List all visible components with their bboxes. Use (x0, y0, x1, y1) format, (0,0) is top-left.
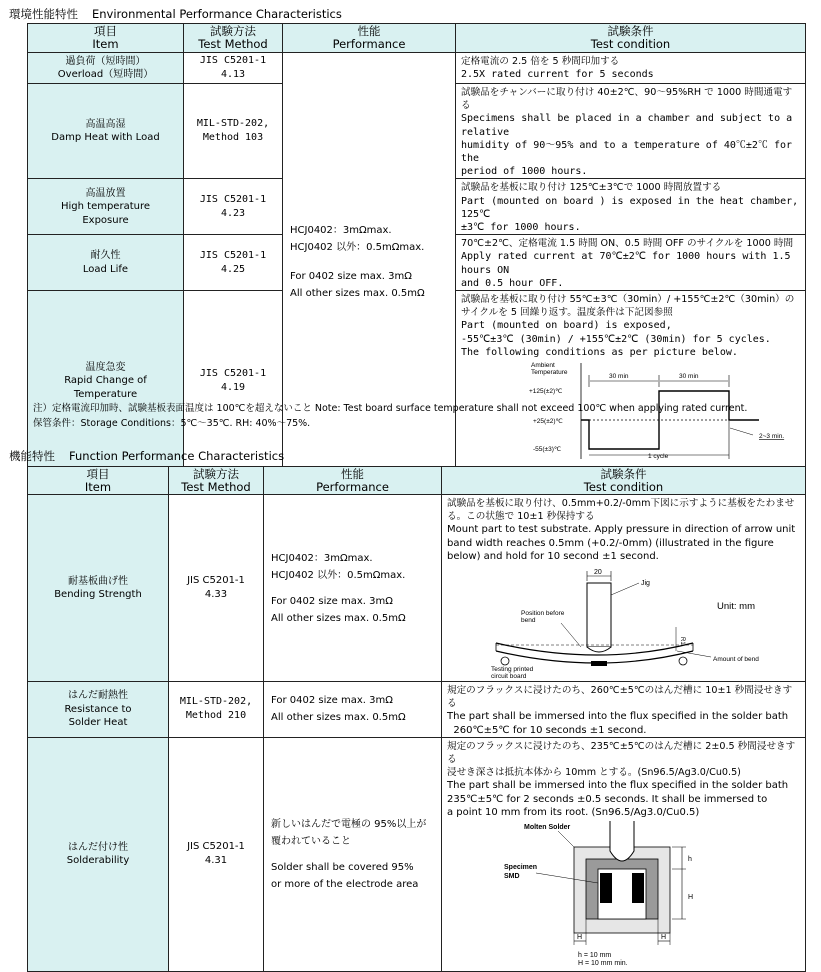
bend-dim-label: 20 (594, 569, 602, 577)
bend-board-label2: circuit board (491, 673, 527, 681)
table-row (28, 737, 806, 971)
cond-solder-heat: 規定のフラックスに浸けたのち、260℃±5℃のはんだ槽に 10±1 秒間浸せきする The part shall be immersed into the flux specified in the solder bath 260℃±5℃ for 10 seconds ±1 second. (442, 682, 806, 738)
method-solder-heat: MIL-STD-202, Method 210 (169, 682, 264, 738)
method-load-life: JIS C5201-1 4.25 (184, 235, 283, 291)
method-bending: JIS C5201-1 4.33 (169, 495, 264, 682)
diagram-hi-label: +125(±2)℃ (529, 388, 563, 396)
func-table (27, 466, 806, 972)
diagram-lo-label: -55(±3)℃ (533, 446, 562, 454)
bend-amount-label: Amount of bend (713, 656, 759, 664)
env-section-title (9, 6, 342, 22)
table-row (28, 53, 806, 84)
item-overload: 過負荷（短時間） Overload（短時間） (28, 53, 184, 84)
header-method: 試験方法 Test Method (169, 467, 264, 495)
func-header-row (28, 467, 806, 495)
bending-diagram (461, 565, 791, 681)
perf-solderability: 新しいはんだで電極の 95%以上が 覆われていること Solder shall be covered 95% or more of the electrode area (264, 737, 442, 971)
header-item: 項目 Item (28, 24, 184, 53)
H-dim-label-bottom-right: H (661, 934, 667, 942)
header-performance: 性能 Performance (264, 467, 442, 495)
cond-rapid-change: 試験品を基板に取り付け 55℃±3℃（30min）/ +155℃±2℃（30min）の サイクルを 5 回繰り返す。温度条件は下記図参照 Part (mounted on board) is exposed, -55℃±3℃ (30min) / +155℃±2℃ (30min) for 5 cycles. The following conditions as per picture below. Ambient Temperature 30 min 30 min +125(±2)℃ +25(±2)℃ -55(±3)℃ 2~3 min. 1 cycle (456, 291, 806, 472)
diagram-transition-label: 2~3 min. (759, 433, 785, 441)
func-section-title (9, 448, 284, 464)
item-load-life: 耐久性 Load Life (28, 235, 184, 291)
note-rated-current: 注）定格電流印加時、試験基板表面温度は 100℃を超えないこと Note: Test board surface temperature shall not exceed 100℃ when applying rated current. (33, 403, 748, 414)
func-title-en: Function Performance Characteristics (69, 449, 285, 463)
method-solderability: JIS C5201-1 4.31 (169, 737, 264, 971)
bend-unit-label: Unit: mm (717, 601, 755, 613)
method-rapid-change: JIS C5201-1 4.19 (184, 291, 283, 472)
diagram-ambient-label: Ambient (531, 362, 555, 370)
table-row (28, 682, 806, 738)
env-notes (33, 401, 747, 431)
cond-solderability: 規定のフラックスに浸けたのち、235℃±5℃のはんだ槽に 2±0.5 秒間浸せきする 浸せき深さは抵抗本体から 10mm とする。(Sn96.5/Ag3.0/Cu0.5) The part shall be immersed into the flux specified in the solder bath 235℃±5℃ for 2 seconds ±0.5 seconds. It shall be immersed to a point 10 mm from its root. (Sn96.5/Ag3.0/Cu0.5) Molten Solder Specimen SMD h H H H h = 10 mm H = 10 mm min. (442, 737, 806, 971)
method-damp-heat: MIL-STD-202, Method 103 (184, 84, 283, 179)
note-storage: 保管条件：Storage Conditions：5℃～35℃. RH: 40%～75%. (33, 418, 311, 429)
header-method: 試験方法 Test Method (184, 24, 283, 53)
cond-bending: 試験品を基板に取り付け、0.5mm+0.2/-0mm下図に示すように基板をたわませ る。この状態で 10±1 秒保持する Mount part to test substrate. Apply pressure in direction of arrow unit band width reaches 0.5mm (+0.2/-0mm) (illustrated in the figure below) and hold for 10 second ±1 second. 20 Jig Unit: mm Position before bend R1 Amount of bend Testing printed circuit board (442, 495, 806, 682)
func-title-jp: 機能特性 (9, 449, 55, 463)
method-overload: JIS C5201-1 4.13 (184, 53, 283, 84)
item-solderability: はんだ付け性 Solderability (28, 737, 169, 971)
diagram-cycle-label: 1 cycle (648, 453, 669, 461)
header-performance: 性能 Performance (283, 24, 456, 53)
h-dim-label: h (688, 856, 692, 864)
env-title-jp: 環境性能特性 (9, 7, 78, 21)
diagram-ambient-label2: Temperature (531, 369, 568, 377)
item-high-temp: 高温放置 High temperature Exposure (28, 179, 184, 235)
method-high-temp: JIS C5201-1 4.23 (184, 179, 283, 235)
table-row (28, 495, 806, 682)
molten-solder-label: Molten Solder (524, 824, 571, 832)
bend-board-label: Testing printed (491, 666, 534, 674)
diagram-30min-2: 30 min (679, 373, 699, 381)
header-condition: 試験条件 Test condition (442, 467, 806, 495)
diagram-30min-1: 30 min (609, 373, 629, 381)
cond-load-life: 70℃±2℃、定格電流 1.5 時間 ON、0.5 時間 OFF のサイクルを 1000 時間 Apply rated current at 70℃±2℃ for 1000 hours with 1.5 hours ON and 0.5 hour OFF. (456, 235, 806, 291)
solderability-diagram (502, 821, 762, 971)
bend-position-label: Position before (521, 610, 565, 618)
env-performance: HCJ0402：3mΩmax. HCJ0402 以外：0.5mΩmax. For 0402 size max. 3mΩ All other sizes max. 0.5mΩ (283, 53, 456, 472)
header-item: 項目 Item (28, 467, 169, 495)
diagram-mid-label: +25(±2)℃ (533, 418, 563, 426)
bend-dim2-label: R1 (679, 637, 685, 645)
env-title-en: Environmental Performance Characteristics (92, 7, 342, 21)
perf-bending: HCJ0402：3mΩmax. HCJ0402 以外：0.5mΩmax. For 0402 size max. 3mΩ All other sizes max. 0.5mΩ (264, 495, 442, 682)
bend-position-label2: bend (521, 617, 536, 625)
legend-H: H = 10 mm min. (578, 960, 628, 968)
smd-label: SMD (504, 873, 520, 881)
H-dim-label-bottom-left: H (577, 934, 583, 942)
env-header-row (28, 24, 806, 53)
cond-damp-heat: 試験品をチャンバーに取り付け 40±2℃、90～95%RH で 1000 時間通電する Specimens shall be placed in a chamber and subject to a relative humidity of 90～95% and to a temperature of 40℃±2℃ for the period of 1000 hours. (456, 84, 806, 179)
perf-solder-heat: For 0402 size max. 3mΩ All other sizes max. 0.5mΩ (264, 682, 442, 738)
legend-h: h = 10 mm (578, 952, 612, 960)
item-damp-heat: 高温高湿 Damp Heat with Load (28, 84, 184, 179)
H-dim-label: H (688, 894, 694, 902)
bend-jig-label: Jig (641, 580, 650, 588)
header-condition: 試験条件 Test condition (456, 24, 806, 53)
item-solder-heat: はんだ耐熱性 Resistance to Solder Heat (28, 682, 169, 738)
cond-overload: 定格電流の 2.5 倍を 5 秒間印加する 2.5X rated current for 5 seconds (456, 53, 806, 84)
item-rapid-change: 温度急変 Rapid Change of Temperature (28, 291, 184, 472)
specimen-label: Specimen (504, 864, 538, 872)
item-bending: 耐基板曲げ性 Bending Strength (28, 495, 169, 682)
cond-high-temp: 試験品を基板に取り付け 125℃±3℃で 1000 時間放置する Part (mounted on board ) is exposed in the heat chamber, 125℃ ±3℃ for 1000 hours. (456, 179, 806, 235)
